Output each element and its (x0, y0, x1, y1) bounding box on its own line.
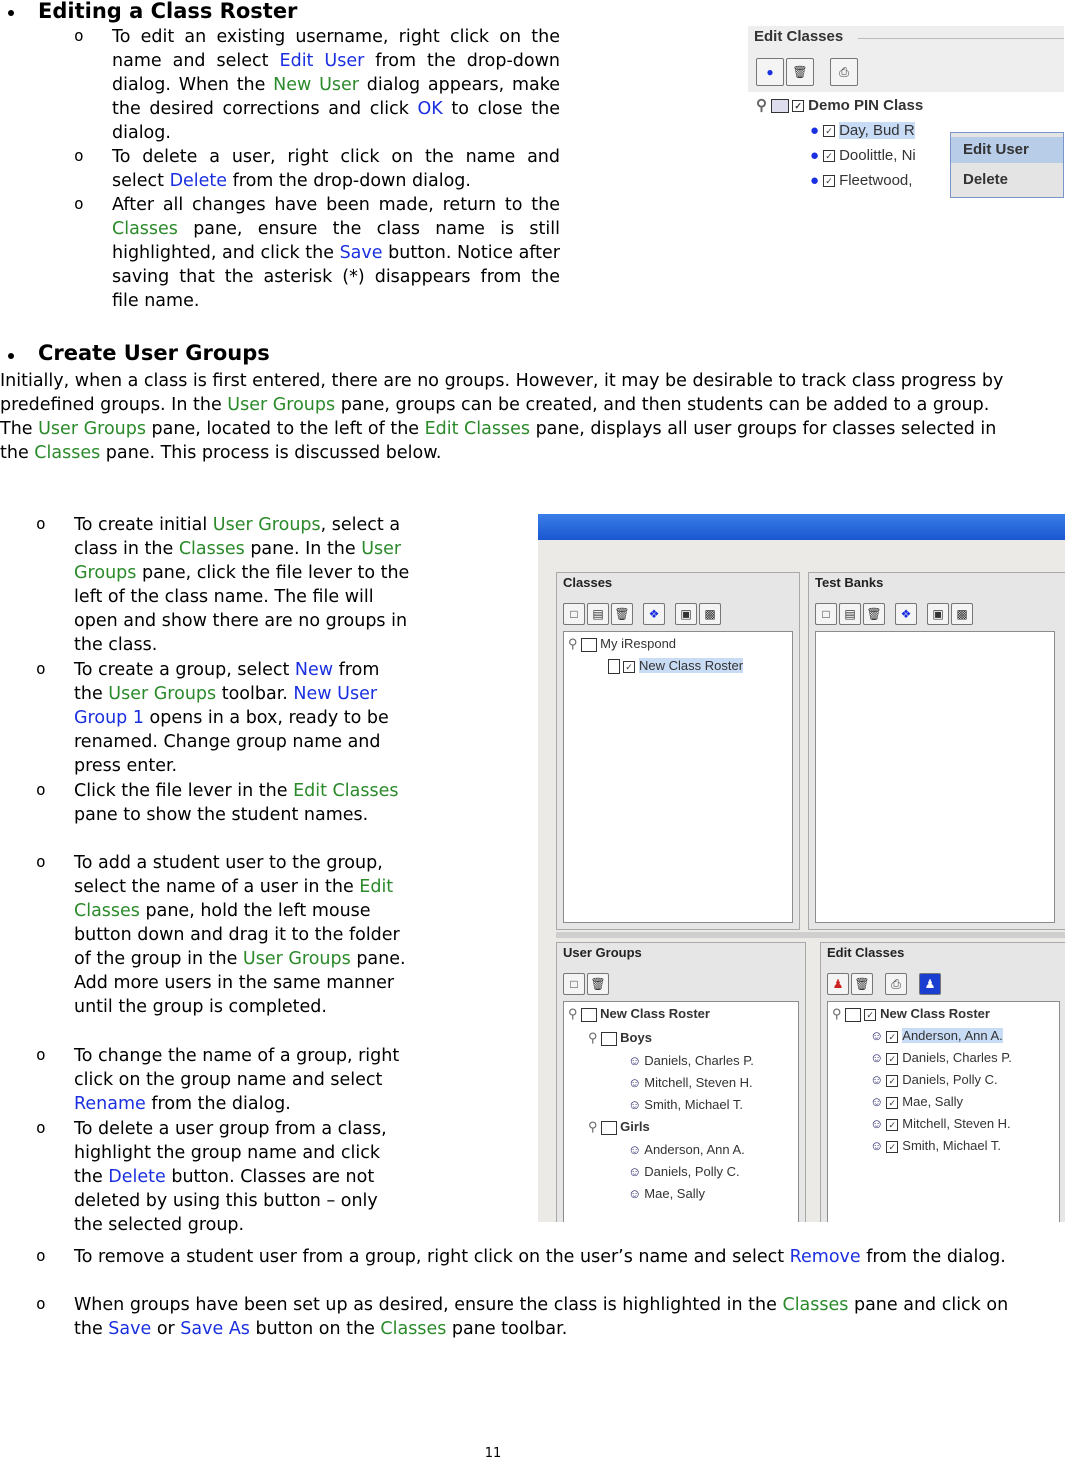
text-run: To create a group, select (74, 660, 295, 680)
text-run: from the drop-down dialog. (227, 171, 471, 191)
title-bar (538, 514, 1065, 540)
text-run: or (151, 1319, 181, 1339)
save-button[interactable]: ▣ (927, 603, 949, 625)
checkbox-icon[interactable]: ✓ (623, 661, 635, 673)
tree-toggle-icon[interactable]: ⚲ (832, 1006, 846, 1021)
delete-button[interactable]: 🗑 (611, 603, 633, 625)
tree-item[interactable] (608, 658, 743, 674)
tree-item-label: Girls (620, 1119, 650, 1134)
tree-item-label: Smith, Michael T. (902, 1138, 1002, 1153)
text-run: to close the dialog. (112, 99, 560, 143)
student-row[interactable] (870, 1138, 1001, 1153)
text-run: pane, ensure the class name is still highlighted, and click the (112, 219, 560, 263)
list-marker: o (36, 1045, 46, 1064)
test-banks-tree (815, 631, 1055, 923)
student-row[interactable] (870, 1116, 1011, 1131)
folder-icon (581, 638, 597, 652)
student-row[interactable] (870, 1072, 998, 1087)
user-name: Fleetwood, (839, 172, 913, 189)
list-marker: o (36, 852, 46, 871)
text-run: pane and click on the (74, 1295, 1009, 1339)
open-button[interactable]: ▤ (839, 603, 861, 625)
group-node[interactable] (588, 1030, 652, 1046)
ui-term: New User (273, 75, 359, 95)
ui-term: Save (339, 243, 383, 263)
group-node[interactable] (588, 1119, 650, 1135)
text-run: , select a class in the (74, 515, 401, 559)
tree-root[interactable] (756, 96, 923, 114)
classes-pane (556, 572, 800, 930)
text-run: Click the file lever in the (74, 781, 294, 801)
user-icon: ☺ (628, 1164, 642, 1179)
pane-title: Test Banks (815, 575, 884, 590)
new-button[interactable]: □ (815, 603, 837, 625)
tree-toggle-icon[interactable]: ⚲ (568, 636, 578, 651)
tree-root-label: My iRespond (600, 636, 677, 651)
folder-icon (601, 1032, 617, 1046)
ui-term: User Groups (242, 949, 351, 969)
user-row[interactable] (810, 147, 916, 164)
user-icon: ☺ (628, 1075, 642, 1090)
ui-term: Edit Classes (74, 877, 394, 921)
user-icon: ☺ (628, 1097, 642, 1112)
list-item (112, 145, 560, 193)
tree-item-label: Daniels, Polly C. (902, 1072, 998, 1087)
text-run: To edit an existing username, right click on the name and select (112, 27, 560, 71)
user-icon: ☺ (870, 1116, 884, 1131)
list-marker: o (74, 146, 84, 165)
save-button[interactable]: ▣ (675, 603, 697, 625)
ui-term: Classes (380, 1319, 447, 1339)
tree-item-label: Daniels, Charles P. (902, 1050, 1012, 1065)
text-run: To change the name of a group, right click on the group name and select (74, 1046, 400, 1090)
tree-item-label: Daniels, Charles P. (644, 1053, 754, 1068)
user-icon: ☺ (628, 1186, 642, 1201)
tree-item-label: New Class Roster (639, 658, 744, 673)
new-button[interactable]: □ (563, 603, 585, 625)
menu-item-edit-user[interactable]: Edit User (951, 137, 1063, 163)
list-item (74, 1117, 412, 1237)
text-run: from the dialog. (145, 1094, 291, 1114)
tree-item-label: Daniels, Polly C. (644, 1164, 740, 1179)
text-run: pane, displays all user groups for classes selected in the (0, 419, 997, 463)
checkbox-icon[interactable]: ✓ (823, 175, 835, 187)
group-member[interactable] (628, 1053, 754, 1068)
text-run: pane. In the (244, 539, 362, 559)
open-button[interactable]: ▤ (587, 603, 609, 625)
user-icon: ● (810, 122, 820, 139)
checkbox-icon[interactable]: ✓ (864, 1009, 876, 1021)
new-button[interactable]: □ (563, 973, 585, 995)
new-user-button[interactable]: ● (756, 58, 784, 86)
text-run: toolbar. (216, 684, 294, 704)
ui-term: Save (108, 1319, 152, 1339)
user-row[interactable] (810, 122, 915, 139)
tree-item-label: New Class Roster (880, 1006, 990, 1021)
section-heading: Editing a Class Roster (38, 0, 298, 23)
save-as-button[interactable]: ▩ (951, 603, 973, 625)
edit-classes-pane (820, 942, 1065, 1222)
delete-button[interactable]: 🗑 (863, 603, 885, 625)
user-icon: ☺ (628, 1142, 642, 1157)
ui-term: Delete (169, 171, 228, 191)
list-item (74, 1245, 1009, 1269)
ui-term: Classes (782, 1295, 849, 1315)
move-button[interactable]: ❖ (895, 603, 917, 625)
text-run: To delete a user group from a class, highlight the group name and click the (74, 1119, 387, 1187)
text-run: dialog appears, make the desired corrections and click (112, 75, 560, 119)
tree-root[interactable] (568, 1006, 710, 1022)
tree-toggle-icon[interactable]: ⚲ (568, 1006, 582, 1021)
menu-item-delete[interactable]: Delete (963, 171, 1009, 188)
list-marker: o (36, 659, 46, 678)
list-item (112, 193, 560, 313)
tree-item-label: Mae, Sally (644, 1186, 705, 1201)
edit-classes-screenshot (748, 26, 1064, 198)
user-icon: ☺ (870, 1138, 884, 1153)
text-run: from the drop-down dialog. When the (112, 51, 560, 95)
text-run: pane toolbar. (446, 1319, 568, 1339)
ui-term: Edit Classes (424, 419, 530, 439)
page-number: 11 (484, 1446, 502, 1461)
user-icon: ☺ (870, 1094, 884, 1109)
student-row[interactable] (870, 1094, 963, 1109)
user-icon: ☺ (870, 1028, 884, 1043)
tree-toggle-icon[interactable]: ⚲ (588, 1119, 602, 1134)
user-icon: ● (810, 172, 820, 189)
new-user-button[interactable]: ♟ (827, 973, 849, 995)
delete-button[interactable]: 🗑 (587, 973, 609, 995)
ui-term: Edit User (279, 51, 365, 71)
user-groups-tree (563, 1001, 799, 1222)
group-member[interactable] (628, 1186, 705, 1201)
text-run: from the dialog. (860, 1247, 1006, 1267)
user-icon: ☺ (628, 1053, 642, 1068)
student-row[interactable] (870, 1028, 1003, 1043)
text-run: button on the (249, 1319, 381, 1339)
print-button[interactable]: ⎙ (885, 973, 907, 995)
ui-term: Rename (74, 1094, 146, 1114)
tree-item-label: New Class Roster (600, 1006, 710, 1021)
ui-term: User Groups (212, 515, 321, 535)
ui-term: User Groups (74, 539, 402, 583)
title-divider (858, 38, 1064, 39)
text-run: When groups have been set up as desired, ensure the class is highlighted in the (74, 1295, 783, 1315)
group-member[interactable] (628, 1164, 740, 1179)
tree-item-label: Boys (620, 1030, 652, 1045)
user-row[interactable] (810, 172, 912, 189)
folder-icon (601, 1121, 617, 1135)
checkbox-icon[interactable]: ✓ (823, 150, 835, 162)
ui-term: Edit Classes (293, 781, 399, 801)
print-button[interactable]: ⎙ (830, 58, 858, 86)
text-run: pane. This process is discussed below. (100, 443, 442, 463)
list-marker: o (36, 1246, 46, 1265)
list-marker: o (74, 26, 84, 45)
pane-title: Edit Classes (754, 28, 844, 45)
text-run: pane, located to the left of the (145, 419, 425, 439)
group-member[interactable] (628, 1075, 753, 1090)
tree-root[interactable] (832, 1006, 990, 1022)
delete-button[interactable]: 🗑 (851, 973, 873, 995)
ui-term: Classes (178, 539, 245, 559)
list-item (74, 1293, 1009, 1341)
splitter[interactable] (556, 932, 1065, 938)
irespond-screenshot (538, 514, 1065, 1222)
ui-term: New User Group 1 (74, 684, 378, 728)
checkbox-icon[interactable]: ✓ (886, 1097, 898, 1109)
ui-term: New (294, 660, 334, 680)
list-item (74, 513, 412, 657)
pane-title: Edit Classes (827, 945, 905, 960)
text-run: To create initial (74, 515, 213, 535)
text-run: To delete a user, right click on the name and select (112, 147, 560, 191)
user-icon: ☺ (870, 1072, 884, 1087)
user-icon: ☺ (870, 1050, 884, 1065)
checkbox-icon[interactable]: ✓ (886, 1119, 898, 1131)
list-marker: o (74, 194, 84, 213)
text-run: To remove a student user from a group, right click on the user’s name and select (74, 1247, 790, 1267)
text-run: pane. Add more users in the same manner until the group is completed. (74, 949, 406, 1017)
text-run: To add a student user to the group, select the name of a user in the (74, 853, 383, 897)
ui-term: OK (417, 99, 443, 119)
test-banks-pane (808, 572, 1065, 930)
tree-item-label: Mae, Sally (902, 1094, 963, 1109)
user-icon: ● (810, 147, 820, 164)
tree-item-label: Mitchell, Steven H. (902, 1116, 1011, 1131)
group-member[interactable] (628, 1097, 743, 1112)
ui-term: Delete (108, 1167, 166, 1187)
text-run: pane, hold the left mouse button down and drag it to the folder of the group in the (74, 901, 400, 969)
pane-title: Classes (563, 575, 613, 590)
pane-title: User Groups (563, 945, 642, 960)
class-name: Demo PIN Class (808, 97, 924, 114)
text-run: Initially, when a class is first entered, there are no groups. However, it may be desirable to track class progress by predefined groups. In the (0, 371, 1004, 415)
user-name: Doolittle, Ni (839, 147, 916, 164)
text-run: button. Classes are not deleted by using this button – only the selected group. (74, 1167, 378, 1235)
tree-toggle-icon[interactable]: ⚲ (756, 97, 767, 114)
ui-term: Classes (34, 443, 101, 463)
bullet-icon (8, 353, 14, 359)
groups-button[interactable]: ♟ (919, 973, 941, 995)
list-item (74, 779, 412, 827)
text-run: opens in a box, ready to be renamed. Change group name and press enter. (74, 708, 389, 776)
ui-term: Classes (112, 219, 178, 239)
tree-item-label: Anderson, Ann A. (902, 1028, 1003, 1043)
file-icon (608, 659, 620, 674)
ui-term: User Groups (38, 419, 146, 439)
list-item (112, 25, 560, 145)
bullet-icon (8, 10, 14, 16)
tree-root[interactable] (568, 636, 676, 652)
ui-term: Remove (789, 1247, 861, 1267)
checkbox-icon[interactable]: ✓ (823, 125, 835, 137)
tree-item-label: Anderson, Ann A. (644, 1142, 745, 1157)
text-run: pane to show the student names. (74, 805, 369, 825)
text-run: pane, groups can be created, and then students can be added to a group. The (0, 395, 990, 439)
list-item (74, 1044, 412, 1116)
student-row[interactable] (870, 1050, 1012, 1065)
tree-toggle-icon[interactable]: ⚲ (588, 1030, 602, 1045)
list-marker: o (36, 780, 46, 799)
list-item (74, 658, 412, 778)
text-run: pane, click the file lever to the left of the class name. The file will open and show there are no groups in the class. (74, 563, 410, 655)
group-member[interactable] (628, 1142, 745, 1157)
checkbox-icon[interactable]: ✓ (886, 1075, 898, 1087)
edit-classes-tree (827, 1001, 1060, 1222)
list-marker: o (36, 1118, 46, 1137)
list-item (74, 851, 412, 1019)
text-run: from the (74, 660, 380, 704)
checkbox-icon[interactable]: ✓ (886, 1141, 898, 1153)
ui-term: User Groups (108, 684, 217, 704)
text-run: button. Notice after saving that the asterisk (*) disappears from the file name. (112, 243, 560, 311)
checkbox-icon[interactable]: ✓ (886, 1053, 898, 1065)
move-button[interactable]: ❖ (643, 603, 665, 625)
folder-icon (845, 1008, 861, 1022)
tree-item-label: Smith, Michael T. (644, 1097, 744, 1112)
tree-item-label: Mitchell, Steven H. (644, 1075, 753, 1090)
context-menu (950, 132, 1064, 198)
section-intro (0, 369, 1010, 465)
section-heading: Create User Groups (38, 341, 270, 365)
list-marker: o (36, 514, 46, 533)
classes-tree (563, 631, 793, 923)
save-as-button[interactable]: ▩ (699, 603, 721, 625)
checkbox-icon[interactable]: ✓ (886, 1031, 898, 1043)
folder-icon (771, 99, 789, 113)
ui-term: User Groups (227, 395, 336, 415)
user-groups-pane (556, 942, 806, 1222)
list-marker: o (36, 1294, 46, 1313)
ui-term: Save As (180, 1319, 250, 1339)
checkbox-icon[interactable]: ✓ (792, 100, 804, 112)
user-name: Day, Bud R (839, 122, 915, 139)
delete-button[interactable]: 🗑 (786, 58, 814, 86)
folder-icon (581, 1008, 597, 1022)
text-run: After all changes have been made, return to the (112, 195, 560, 215)
